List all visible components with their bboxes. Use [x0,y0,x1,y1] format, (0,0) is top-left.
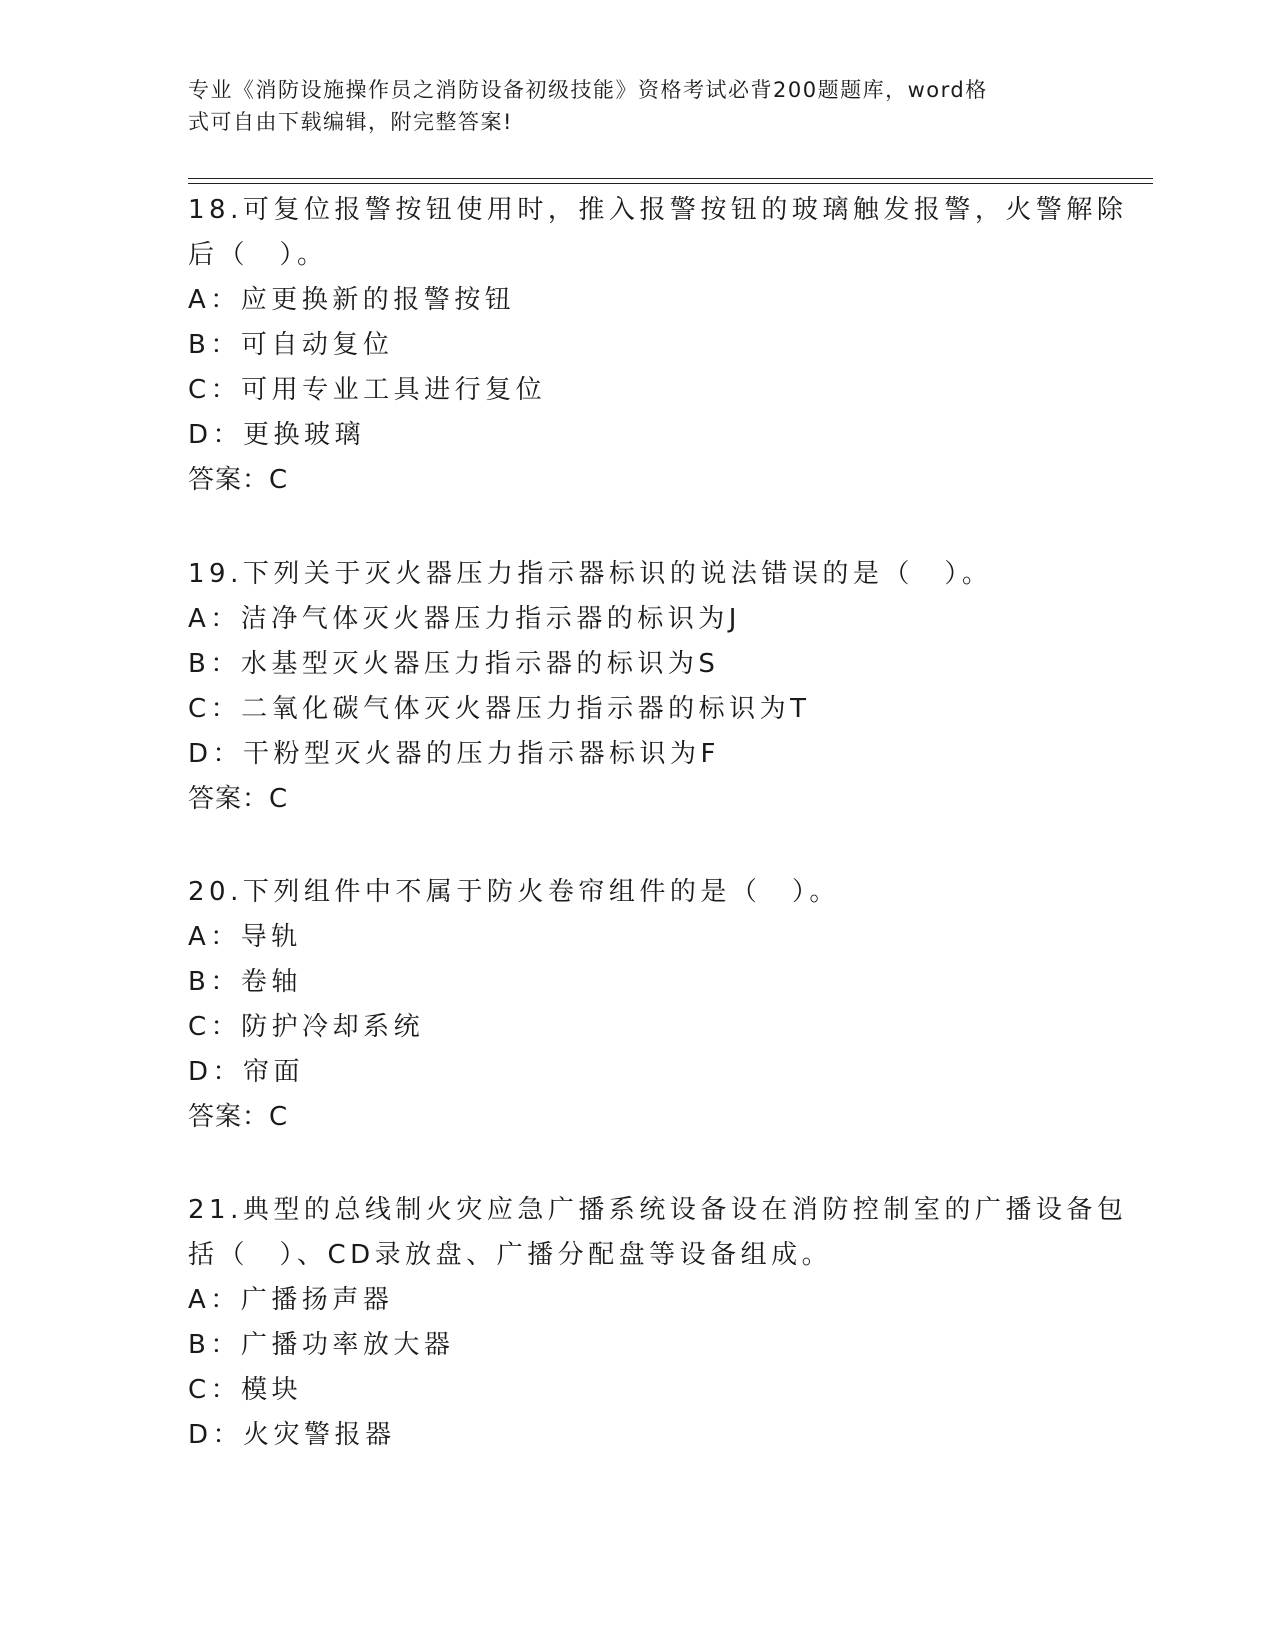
option-b: B：卷轴 [188,967,302,997]
question-stem: 18.可复位报警按钮使用时，推入报警按钮的玻璃触发报警，火警解除 [188,195,1128,225]
answer: 答案：C [188,784,289,814]
option-a: A：导轨 [188,922,302,952]
option-c: C：可用专业工具进行复位 [188,375,547,405]
header-divider-top [188,178,1153,179]
option-a: A：应更换新的报警按钮 [188,285,516,315]
option-d: D：火灾警报器 [188,1420,396,1450]
option-d: D：更换玻璃 [188,420,366,450]
answer: 答案：C [188,1102,289,1132]
question-20 [188,870,1088,1140]
option-d: D：干粉型灭火器的压力指示器标识为F [188,739,720,769]
header-divider-bottom [188,183,1153,184]
option-b: B：广播功率放大器 [188,1330,455,1360]
question-stem: 19.下列关于灭火器压力指示器标识的说法错误的是（ ）。 [188,559,993,589]
header-line-2: 式可自由下载编辑，附完整答案! [188,110,513,134]
question-stem: 21.典型的总线制火灾应急广播系统设备设在消防控制室的广播设备包 [188,1195,1128,1225]
option-b: B：水基型灭火器压力指示器的标识为S [188,649,720,679]
question-stem-continued: 后（ ）。 [188,240,328,270]
answer: 答案：C [188,465,289,495]
option-c: C：模块 [188,1375,303,1405]
option-a: A：广播扬声器 [188,1285,394,1315]
document-header [188,74,1088,138]
option-d: D：帘面 [188,1057,305,1087]
option-c: C：防护冷却系统 [188,1012,425,1042]
option-a: A：洁净气体灭火器压力指示器的标识为J [188,604,741,634]
question-19 [188,552,1088,822]
option-c: C：二氧化碳气体灭火器压力指示器的标识为T [188,694,811,724]
option-b: B：可自动复位 [188,330,394,360]
question-stem: 20.下列组件中不属于防火卷帘组件的是（ ）。 [188,877,840,907]
question-18 [188,188,1128,503]
question-21 [188,1188,1128,1458]
question-stem-continued: 括（ ）、CD录放盘、广播分配盘等设备组成。 [188,1240,833,1270]
header-line-1: 专业《消防设施操作员之消防设备初级技能》资格考试必背200题题库，word格 [188,78,988,102]
